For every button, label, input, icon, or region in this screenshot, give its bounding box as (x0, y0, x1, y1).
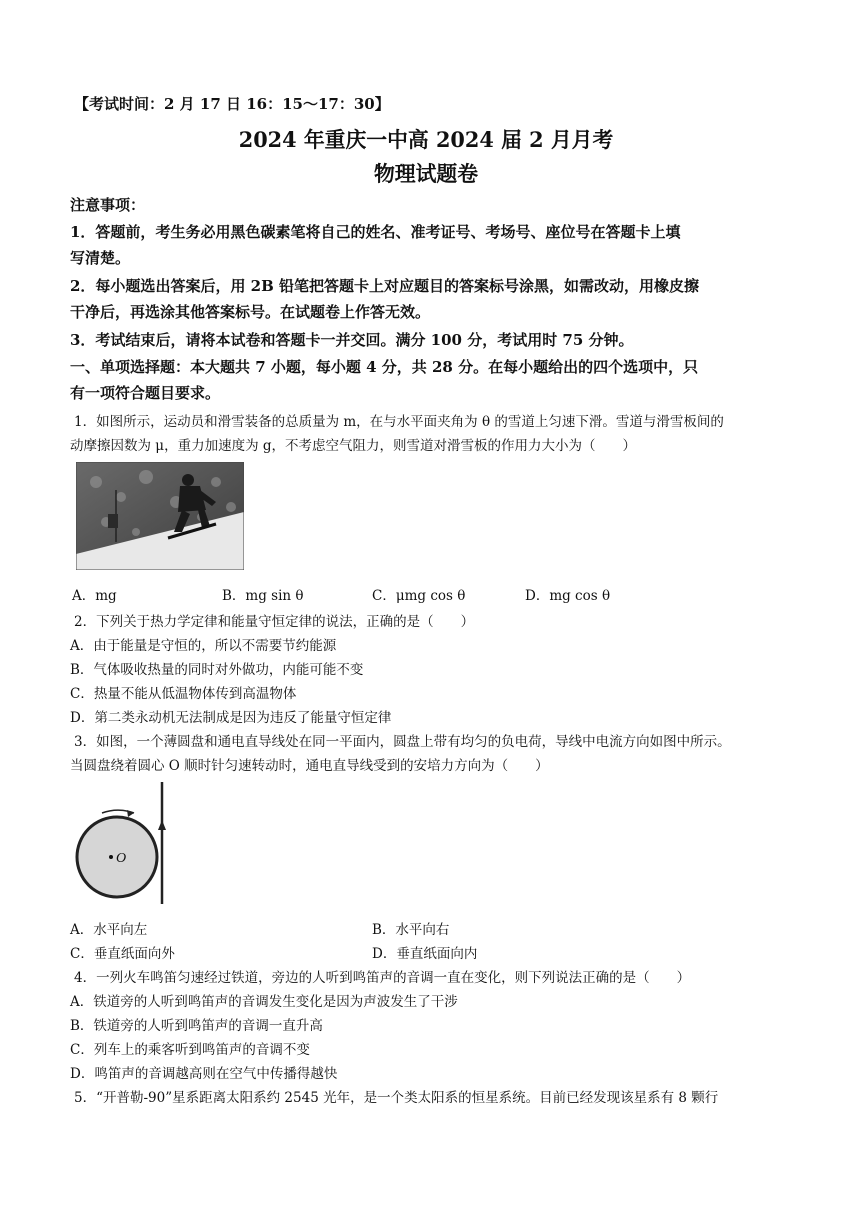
q1-option-b: B．mg sin θ (222, 588, 304, 604)
q2-stem: 2．下列关于热力学定律和能量守恒定律的说法，正确的是（ ） (74, 614, 475, 630)
q3-option-c: C．垂直纸面向外 (70, 946, 175, 962)
center-label: O (116, 851, 127, 866)
q3-option-b: B．水平向右 (372, 922, 450, 938)
q2-option-a: A．由于能量是守恒的，所以不需要节约能源 (70, 638, 337, 654)
q1-stem-line-2: 动摩擦因数为 μ，重力加速度为 g，不考虑空气阻力，则雪道对滑雪板的作用力大小为（ ） (70, 438, 636, 454)
q3-stem-line-2: 当圆盘绕着圆心 O 顺时针匀速转动时，通电直导线受到的安培力方向为（ ） (70, 758, 549, 774)
note-1-line-2: 写清楚。 (70, 249, 131, 267)
section-1-line-1: 一、单项选择题：本大题共 7 小题，每小题 4 分，共 28 分。在每小题给出的四个选项中，只 (70, 358, 699, 376)
q4-stem: 4．一列火车鸣笛匀速经过铁道，旁边的人听到鸣笛声的音调一直在变化，则下列说法正确的是（ ） (74, 970, 691, 986)
exam-title: 2024 年重庆一中高 2024 届 2 月月考 (238, 127, 614, 152)
center-point-icon (109, 855, 113, 859)
q4-option-d: D．鸣笛声的音调越高则在空气中传播得越快 (70, 1066, 338, 1082)
notes-heading: 注意事项： (70, 196, 146, 214)
q1-option-c: C．μmg cos θ (372, 588, 466, 604)
exam-time: 【考试时间：2 月 17 日 16：15～17：30】 (74, 95, 390, 113)
q4-option-c: C．列车上的乘客听到鸣笛声的音调不变 (70, 1042, 310, 1058)
section-1-line-2: 有一项符合题目要求。 (70, 384, 221, 402)
note-3: 3．考试结束后，请将本试卷和答题卡一并交回。满分 100 分，考试用时 75 分钟。 (70, 331, 634, 349)
q1-option-a: A．mg (72, 588, 117, 604)
q2-option-b: B．气体吸收热量的同时对外做功，内能可能不变 (70, 662, 364, 678)
q3-option-d: D．垂直纸面向内 (372, 946, 478, 962)
q5-stem-line-1: 5．“开普勒-90”星系距离太阳系约 2545 光年，是一个类太阳系的恒星系统。目前已经发现该星系有 8 颗行 (74, 1090, 719, 1106)
note-1-line-1: 1．答题前，考生务必用黑色碳素笔将自己的姓名、准考证号、考场号、座位号在答题卡上填 (70, 223, 681, 241)
q3-stem-line-1: 3．如图，一个薄圆盘和通电直导线处在同一平面内，圆盘上带有均匀的负电荷，导线中电流方向如图中所示。 (74, 734, 731, 750)
note-2-line-2: 干净后，再选涂其他答案标号。在试题卷上作答无效。 (70, 303, 431, 321)
snowboarder-photo (76, 462, 244, 570)
q3-option-a: A．水平向左 (70, 922, 148, 938)
q4-option-b: B．铁道旁的人听到鸣笛声的音调一直升高 (70, 1018, 323, 1034)
q4-option-a: A．铁道旁的人听到鸣笛声的音调发生变化是因为声波发生了干涉 (70, 994, 458, 1010)
q1-stem-line-1: 1．如图所示，运动员和滑雪装备的总质量为 m，在与水平面夹角为 θ 的雪道上匀速下滑。雪道与滑雪板间的 (74, 414, 724, 430)
disk-wire-figure (72, 780, 182, 908)
q2-option-d: D．第二类永动机无法制成是因为违反了能量守恒定律 (70, 710, 392, 726)
note-2-line-1: 2．每小题选出答案后，用 2B 铅笔把答题卡上对应题目的答案标号涂黑，如需改动，用橡皮擦 (70, 277, 700, 295)
exam-subtitle: 物理试题卷 (373, 161, 479, 186)
current-arrow-icon (158, 820, 166, 830)
q1-option-d: D．mg cos θ (525, 588, 611, 604)
q2-option-c: C．热量不能从低温物体传到高温物体 (70, 686, 297, 702)
